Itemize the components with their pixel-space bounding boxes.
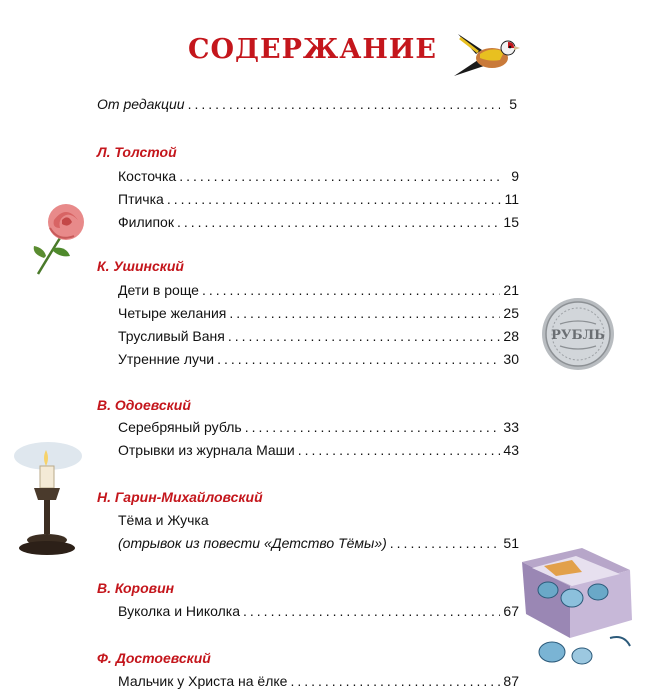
leader-dots — [202, 281, 500, 299]
leader-dots — [298, 441, 501, 459]
leader-dots — [167, 190, 502, 208]
toc-entry[interactable] — [118, 602, 519, 620]
toc-entry-page: 67 — [503, 603, 519, 619]
toc-entry-title: Дети в роще — [118, 282, 199, 298]
toc-entry-page: 43 — [503, 442, 519, 458]
toc-entry[interactable] — [118, 167, 519, 185]
leader-dots — [179, 167, 502, 185]
toc-entry[interactable] — [118, 534, 519, 552]
toc-entry-intro[interactable] — [97, 95, 517, 113]
section-author: Ф. Достоевский — [97, 650, 211, 666]
leader-dots — [188, 95, 500, 113]
section-author: К. Ушинский — [97, 258, 184, 274]
toc-entry[interactable] — [118, 350, 519, 368]
toc-entry-title: Утренние лучи — [118, 351, 215, 367]
coin-text: РУБЛЬ — [551, 328, 605, 343]
toc-entry-page: 30 — [503, 351, 519, 367]
toc-entry-page: 21 — [503, 282, 519, 298]
toc-entry[interactable] — [118, 418, 519, 436]
candlestick-icon — [12, 440, 88, 560]
toc-entry-title: Трусливый Ваня — [118, 328, 225, 344]
leader-dots — [390, 534, 501, 552]
leader-dots — [243, 602, 500, 620]
leader-dots — [217, 350, 500, 368]
section-author: В. Коровин — [97, 580, 175, 596]
toc-entry-page: 25 — [503, 305, 519, 321]
toc-entry-title[interactable]: Тёма и Жучка — [118, 512, 209, 528]
toc-entry-page: 9 — [511, 168, 519, 184]
leader-dots — [228, 327, 501, 345]
section-author: В. Одоевский — [97, 397, 191, 413]
toc-entry-title: Филипок — [118, 214, 174, 230]
toc-entry-title: (отрывок из повести «Детство Тёмы») — [118, 535, 387, 551]
toc-entry-title: Вуколка и Николка — [118, 603, 241, 619]
toc-entry-page: 87 — [503, 673, 519, 689]
toc-entry[interactable] — [118, 327, 519, 345]
toc-entry[interactable] — [118, 441, 519, 459]
toc-entry[interactable] — [118, 304, 519, 322]
silver-ruble-coin-icon — [540, 296, 616, 372]
leader-dots — [290, 672, 500, 690]
toc-entry-title: Серебряный рубль — [118, 419, 242, 435]
toc-entry[interactable] — [118, 281, 519, 299]
rose-flower-icon — [30, 198, 92, 276]
toc-entry-page: 51 — [503, 535, 519, 551]
toc-entry-title: Косточка — [118, 168, 177, 184]
toc-entry-title: Птичка — [118, 191, 164, 207]
leader-dots — [245, 418, 501, 436]
section-author: Н. Гарин-Михайловский — [97, 489, 263, 505]
toc-entry-title: От редакции — [97, 96, 185, 112]
toc-entry-page: 5 — [509, 96, 517, 112]
toc-entry-title: Отрывки из журнала Маши — [118, 442, 295, 458]
section-author: Л. Толстой — [97, 144, 177, 160]
page-title: СОДЕРЖАНИЕ — [188, 34, 437, 65]
toc-entry-page: 11 — [504, 191, 519, 207]
toc-entry[interactable] — [118, 213, 519, 231]
leader-dots — [177, 213, 500, 231]
toc-entry-page: 33 — [503, 419, 519, 435]
toc-entry-title: Четыре желания — [118, 305, 227, 321]
toc-entry[interactable] — [118, 190, 519, 208]
toc-entry-page: 15 — [503, 214, 519, 230]
leader-dots — [229, 304, 500, 322]
toc-entry-title: Мальчик у Христа на ёлке — [118, 673, 288, 689]
toc-entry[interactable] — [118, 672, 519, 690]
tea-set-box-icon — [512, 542, 642, 670]
goldfinch-bird-icon — [448, 24, 524, 86]
toc-entry-page: 28 — [503, 328, 519, 344]
